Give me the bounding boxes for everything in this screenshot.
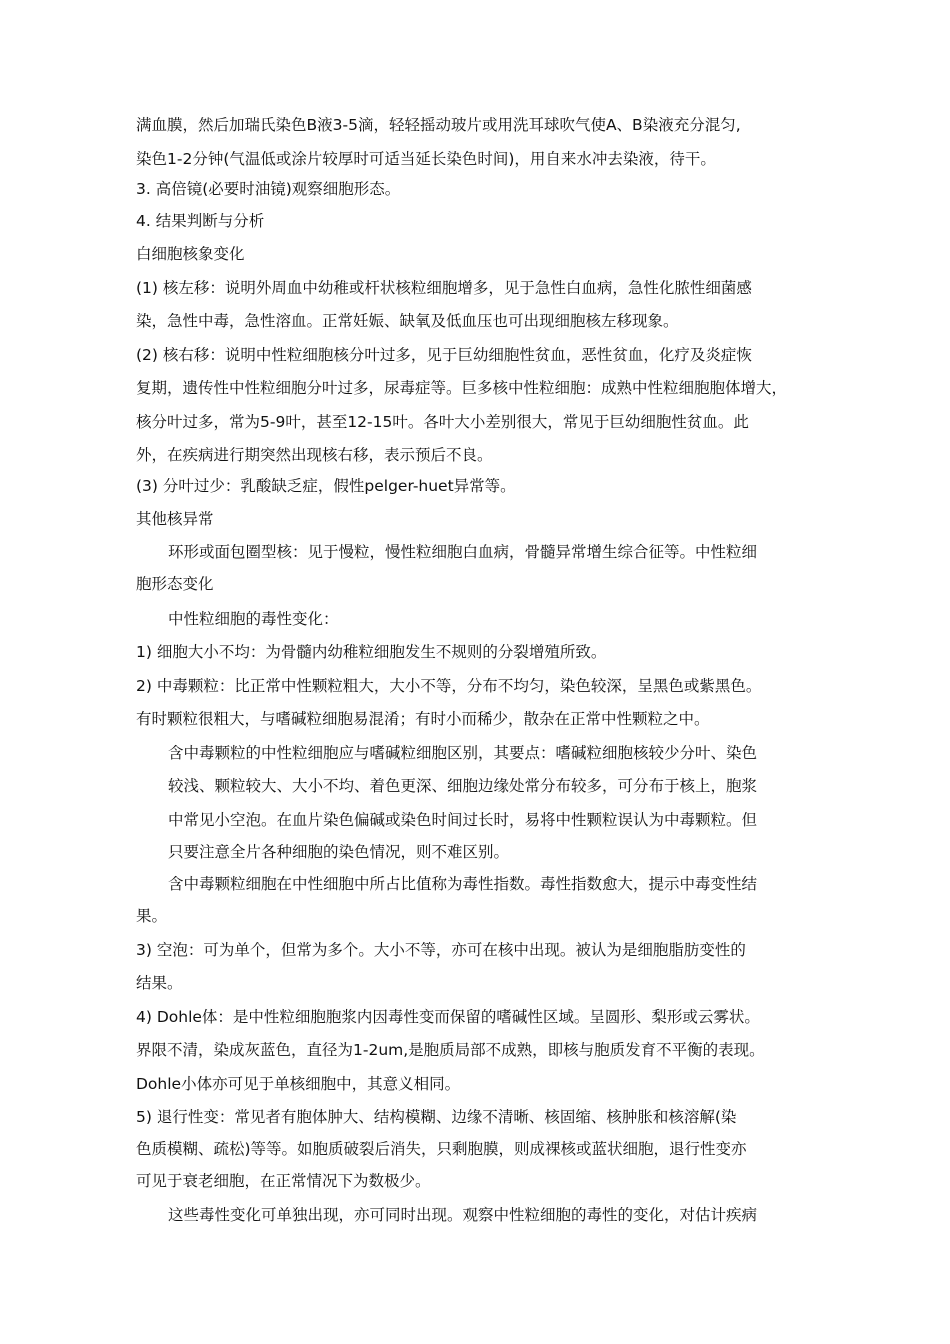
text-line: 核分叶过多，常为5-9叶，甚至12-15叶。各叶大小差别很大，常见于巨幼细胞性贫血。此 xyxy=(136,413,749,431)
list-item: (3) 分叶过少：乳酸缺乏症，假性pelger-huet异常等。 xyxy=(136,477,516,495)
list-item: 2) 中毒颗粒：比正常中性颗粒粗大，大小不等，分布不均匀，染色较深，呈黑色或紫黑色。 xyxy=(136,677,762,695)
subsection-heading: 白细胞核象变化 xyxy=(136,245,245,263)
text-line: 含中毒颗粒细胞在中性细胞中所占比值称为毒性指数。毒性指数愈大，提示中毒变性结 xyxy=(168,875,758,893)
list-item: 4) Dohle体：是中性粒细胞胞浆内因毒性变而保留的嗜碱性区域。呈圆形、梨形或云雾状。 xyxy=(136,1008,760,1026)
text-line: 染色1-2分钟(气温低或涂片较厚时可适当延长染色时间)，用自来水冲去染液，待干。 xyxy=(136,150,716,168)
section-heading: 4. 结果判断与分析 xyxy=(136,212,265,230)
text-line: 色质模糊、疏松)等等。如胞质破裂后消失，只剩胞膜，则成裸核或蓝状细胞，退行性变亦 xyxy=(136,1140,747,1158)
text-line: 3. 高倍镜(必要时油镜)观察细胞形态。 xyxy=(136,180,401,198)
text-line: 只要注意全片各种细胞的染色情况，则不难区别。 xyxy=(168,843,510,861)
text-line: 中常见小空泡。在血片染色偏碱或染色时间过长时，易将中性颗粒误认为中毒颗粒。但 xyxy=(168,811,758,829)
text-line: 界限不清，染成灰蓝色，直径为1-2um,是胞质局部不成熟，即核与胞质发育不平衡的表现。 xyxy=(136,1041,765,1059)
text-line: 复期，遗传性中性粒细胞分叶过多，尿毒症等。巨多核中性粒细胞：成熟中性粒细胞胞体增大， xyxy=(136,379,788,397)
list-item: (2) 核右移：说明中性粒细胞核分叶过多，见于巨幼细胞性贫血，恶性贫血，化疗及炎症恢 xyxy=(136,346,752,364)
text-line: 这些毒性变化可单独出现，亦可同时出现。观察中性粒细胞的毒性的变化，对估计疾病 xyxy=(168,1206,758,1224)
text-line: 结果。 xyxy=(136,974,183,992)
list-item: 3) 空泡：可为单个，但常为多个。大小不等，亦可在核中出现。被认为是细胞脂肪变性的 xyxy=(136,941,746,959)
text-line: 环形或面包圈型核：见于慢粒，慢性粒细胞白血病，骨髓异常增生综合征等。中性粒细 xyxy=(168,543,758,561)
text-line: 染，急性中毒，急性溶血。正常妊娠、缺氧及低血压也可出现细胞核左移现象。 xyxy=(136,312,679,330)
text-line: 有时颗粒很粗大，与嗜碱粒细胞易混淆；有时小而稀少，散杂在正常中性颗粒之中。 xyxy=(136,710,710,728)
list-item: 1) 细胞大小不均：为骨髓内幼稚粒细胞发生不规则的分裂增殖所致。 xyxy=(136,643,607,661)
list-item: 5) 退行性变：常见者有胞体肿大、结构模糊、边缘不清晰、核固缩、核肿胀和核溶解(染 xyxy=(136,1108,737,1126)
text-line: 满血膜，然后加瑞氏染色B液3-5滴，轻轻摇动玻片或用洗耳球吹气使A、B染液充分混匀, xyxy=(136,116,741,134)
text-line: 可见于衰老细胞，在正常情况下为数极少。 xyxy=(136,1172,431,1190)
text-line: Dohle小体亦可见于单核细胞中，其意义相同。 xyxy=(136,1075,461,1093)
list-item: (1) 核左移：说明外周血中幼稚或杆状核粒细胞增多，见于急性白血病，急性化脓性细菌感 xyxy=(136,279,752,297)
text-line: 外，在疾病进行期突然出现核右移，表示预后不良。 xyxy=(136,446,493,464)
text-line: 含中毒颗粒的中性粒细胞应与嗜碱粒细胞区别，其要点：嗜碱粒细胞核较少分叶、染色 xyxy=(168,744,758,762)
text-line: 果。 xyxy=(136,907,168,925)
text-line: 胞形态变化 xyxy=(136,575,214,593)
text-line: 中性粒细胞的毒性变化： xyxy=(168,610,339,628)
text-line: 较浅、颗粒较大、大小不均、着色更深、细胞边缘处常分布较多，可分布于核上，胞浆 xyxy=(168,777,758,795)
subsection-heading: 其他核异常 xyxy=(136,510,214,528)
